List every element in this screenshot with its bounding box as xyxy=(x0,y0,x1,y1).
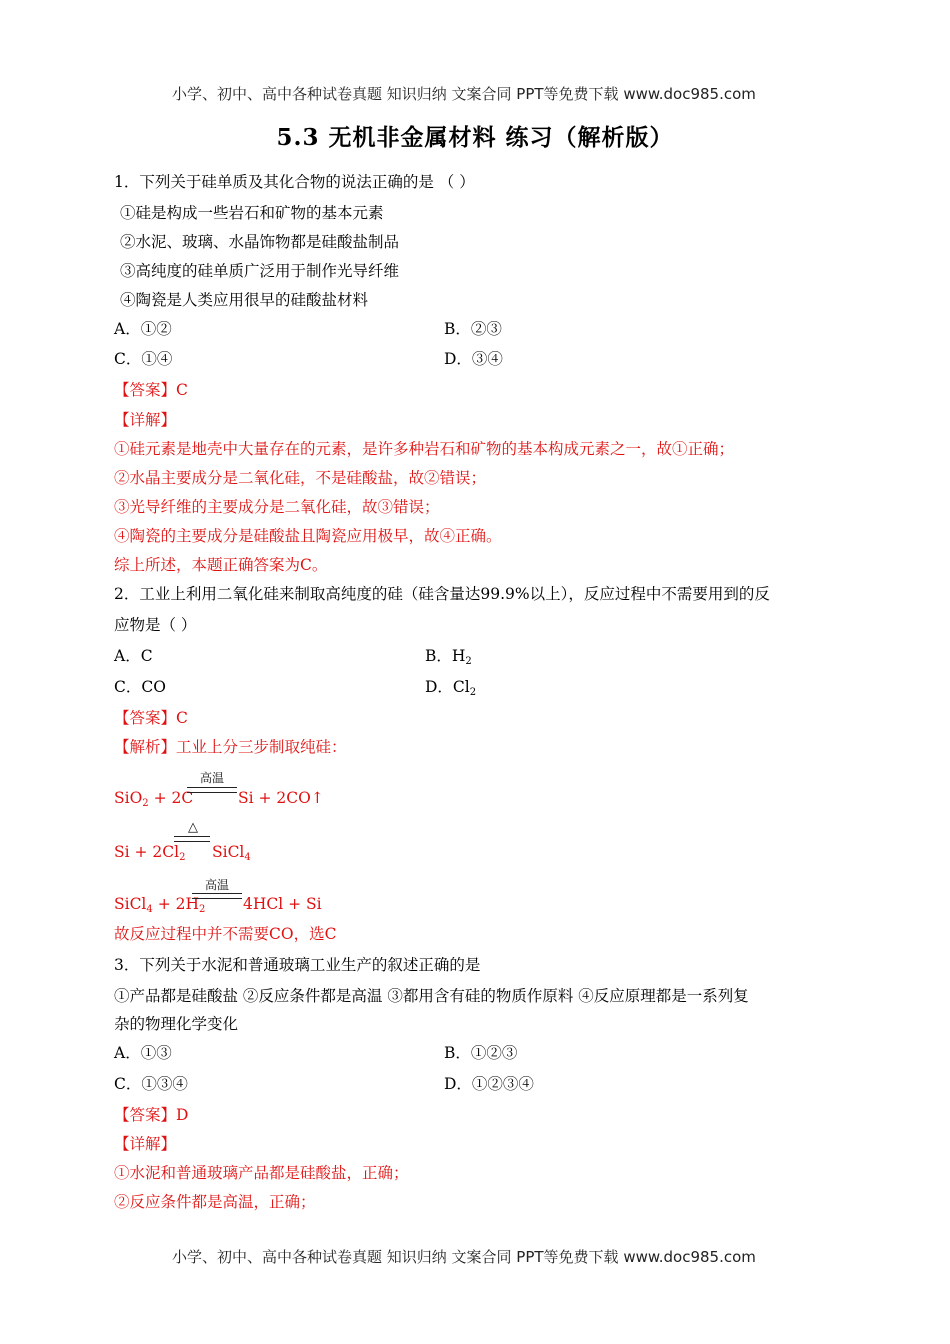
q1-explanation-1: ①硅元素是地壳中大量存在的元素，是许多种岩石和矿物的基本构成元素之一，故①正确； xyxy=(114,440,735,458)
q1-option-d: D．③④ xyxy=(444,350,503,368)
page-header: 小学、初中、高中各种试卷真题 知识归纳 文案合同 PPT等免费下载 www.doc985.com xyxy=(172,85,756,103)
q3-option-c: C．①③④ xyxy=(114,1075,188,1093)
q1-explanation-3: ③光导纤维的主要成分是二氧化硅，故③错误； xyxy=(114,498,440,516)
q2-option-a: A．C xyxy=(114,647,153,665)
q3-items-line1: ①产品都是硅酸盐 ②反应条件都是高温 ③都用含有硅的物质作原料 ④反应原理都是一系列复 xyxy=(114,987,749,1005)
eq1-equals-sign xyxy=(187,787,237,793)
q1-option-b: B．②③ xyxy=(444,320,502,338)
q2-answer: 【答案】C xyxy=(114,709,188,727)
q1-item-1: ①硅是构成一些岩石和矿物的基本元素 xyxy=(120,204,384,222)
eq3-condition: 高温 xyxy=(204,878,229,892)
q3-items-line2: 杂的物理化学变化 xyxy=(114,1015,239,1033)
eq1-condition: 高温 xyxy=(199,771,224,785)
q3-explanation-2: ②反应条件都是高温，正确； xyxy=(114,1193,316,1211)
eq2-equals-sign xyxy=(174,836,210,842)
q3-option-a: A．①③ xyxy=(114,1044,172,1062)
eq3-equals-sign xyxy=(192,893,242,899)
eq2-right: SiCl$_4$ xyxy=(212,843,251,863)
q1-conclusion: 综上所述，本题正确答案为C。 xyxy=(114,556,328,574)
q1-item-4: ④陶瓷是人类应用很早的硅酸盐材料 xyxy=(120,291,369,309)
q2-analysis: 【解析】工业上分三步制取纯硅： xyxy=(114,738,347,756)
eq2-left: $Si + 2Cl_2$ xyxy=(114,843,186,863)
q1-answer: 【答案】C xyxy=(114,381,188,399)
q2-option-d: D．$Cl_2$ xyxy=(425,678,477,698)
q3-option-b: B．①②③ xyxy=(444,1044,518,1062)
q1-detail-label: 【详解】 xyxy=(114,411,177,429)
page-title: 5.3 无机非金属材料 练习（解析版） xyxy=(276,124,674,151)
q3-answer: 【答案】D xyxy=(114,1106,189,1124)
q1-item-3: ③高纯度的硅单质广泛用于制作光导纤维 xyxy=(120,262,400,280)
q2-option-b: B．$H_2$ xyxy=(425,647,472,667)
q3-detail-label: 【详解】 xyxy=(114,1135,177,1153)
q1-option-c: C．①④ xyxy=(114,350,173,368)
q1-explanation-2: ②水晶主要成分是二氧化硅，不是硅酸盐，故②错误； xyxy=(114,469,487,487)
q2-stem-line1: 2．工业上利用二氧化硅来制取高纯度的硅（硅含量达99.9%以上），反应过程中不需要用到的反 xyxy=(114,585,770,603)
q1-item-2: ②水泥、玻璃、水晶饰物都是硅酸盐制品 xyxy=(120,233,400,251)
eq3-right: 4HCl + Si xyxy=(243,895,322,913)
eq1-left: SiO$_2$ + 2C xyxy=(114,789,194,809)
q3-option-d: D．①②③④ xyxy=(444,1075,534,1093)
q1-explanation-4: ④陶瓷的主要成分是硅酸盐且陶瓷应用极早，故④正确。 xyxy=(114,527,502,545)
q3-explanation-1: ①水泥和普通玻璃产品都是硅酸盐，正确； xyxy=(114,1164,409,1182)
eq1-right: Si + 2CO↑ xyxy=(238,789,324,807)
q2-conclusion: 故反应过程中并不需要CO，选C xyxy=(114,925,337,943)
q3-stem: 3．下列关于水泥和普通玻璃工业生产的叙述正确的是 xyxy=(114,956,481,974)
q2-stem-line2: 应物是（ ） xyxy=(114,616,197,634)
q1-option-a: A．①② xyxy=(114,320,172,338)
eq3-left: SiCl$_4$ + $2H_2$ xyxy=(114,895,206,915)
q2-option-c: C．CO xyxy=(114,678,166,696)
page-footer: 小学、初中、高中各种试卷真题 知识归纳 文案合同 PPT等免费下载 www.doc985.com xyxy=(172,1248,756,1266)
q1-stem: 1．下列关于硅单质及其化合物的说法正确的是 （ ） xyxy=(114,173,475,191)
eq2-condition: △ xyxy=(188,820,198,835)
